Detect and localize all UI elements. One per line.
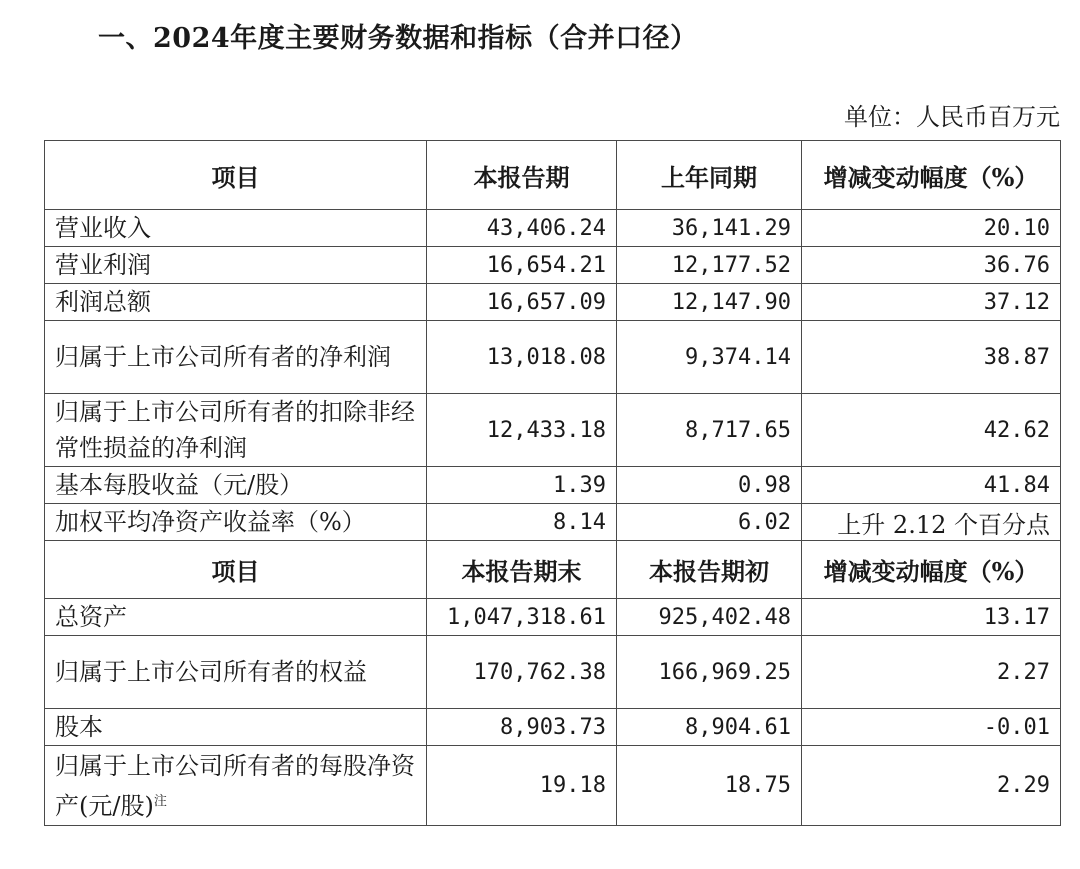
column-header-item: 项目 [45,541,427,599]
change-value: 2.27 [802,636,1061,709]
table-row [45,321,1061,394]
prior-value: 8,904.61 [617,709,802,746]
prior-value: 18.75 [617,746,802,826]
table-row [45,284,1061,321]
current-value: 1,047,318.61 [427,599,617,636]
change-value: -0.01 [802,709,1061,746]
row-label: 归属于上市公司所有者的每股净资产(元/股) [55,751,415,820]
prior-value: 9,374.14 [617,321,802,394]
change-value: 13.17 [802,599,1061,636]
prior-value: 166,969.25 [617,636,802,709]
column-header-item: 项目 [45,141,427,210]
prior-value: 0.98 [617,467,802,504]
column-header-current: 本报告期 [427,141,617,210]
table-row [45,636,1061,709]
current-value: 13,018.08 [427,321,617,394]
footnote-marker: 注 [153,793,167,809]
change-value: 20.10 [802,210,1061,247]
change-value: 41.84 [802,467,1061,504]
table-row [45,247,1061,284]
column-header-period-start: 本报告期初 [617,541,802,599]
current-value: 16,657.09 [427,284,617,321]
row-label: 归属于上市公司所有者的权益 [45,636,427,709]
section-heading: 一、2024年度主要财务数据和指标（合并口径） [98,23,698,54]
row-label: 归属于上市公司所有者的扣除非经常性损益的净利润 [45,394,427,467]
column-header-period-end: 本报告期末 [427,541,617,599]
financial-data-table [44,140,1061,826]
prior-value: 925,402.48 [617,599,802,636]
prior-value: 8,717.65 [617,394,802,467]
current-value: 8.14 [427,504,617,541]
column-header-prior: 上年同期 [617,141,802,210]
row-label: 归属于上市公司所有者的净利润 [45,321,427,394]
row-label: 营业利润 [45,247,427,284]
table2-header-row [45,541,1061,599]
table-row [45,467,1061,504]
table-row [45,599,1061,636]
change-value: 36.76 [802,247,1061,284]
change-value: 42.62 [802,394,1061,467]
unit-label: 单位：人民币百万元 [844,103,1060,131]
current-value: 170,762.38 [427,636,617,709]
current-value: 19.18 [427,746,617,826]
table-row [45,746,1061,826]
row-label-with-note [45,746,427,826]
prior-value: 36,141.29 [617,210,802,247]
table-row [45,709,1061,746]
current-value: 16,654.21 [427,247,617,284]
column-header-change: 增减变动幅度（%） [802,541,1061,599]
table-row [45,210,1061,247]
table1-header-row [45,141,1061,210]
row-label: 营业收入 [45,210,427,247]
current-value: 1.39 [427,467,617,504]
row-label: 股本 [45,709,427,746]
current-value: 12,433.18 [427,394,617,467]
column-header-change: 增减变动幅度（%） [802,141,1061,210]
row-label: 利润总额 [45,284,427,321]
prior-value: 6.02 [617,504,802,541]
current-value: 43,406.24 [427,210,617,247]
row-label: 总资产 [45,599,427,636]
table-row [45,394,1061,467]
change-value: 37.12 [802,284,1061,321]
row-label: 加权平均净资产收益率（%） [45,504,427,541]
row-label: 基本每股收益（元/股） [45,467,427,504]
change-value: 2.29 [802,746,1061,826]
prior-value: 12,177.52 [617,247,802,284]
prior-value: 12,147.90 [617,284,802,321]
current-value: 8,903.73 [427,709,617,746]
change-value: 上升 2.12 个百分点 [802,504,1061,541]
table-row [45,504,1061,541]
change-value: 38.87 [802,321,1061,394]
